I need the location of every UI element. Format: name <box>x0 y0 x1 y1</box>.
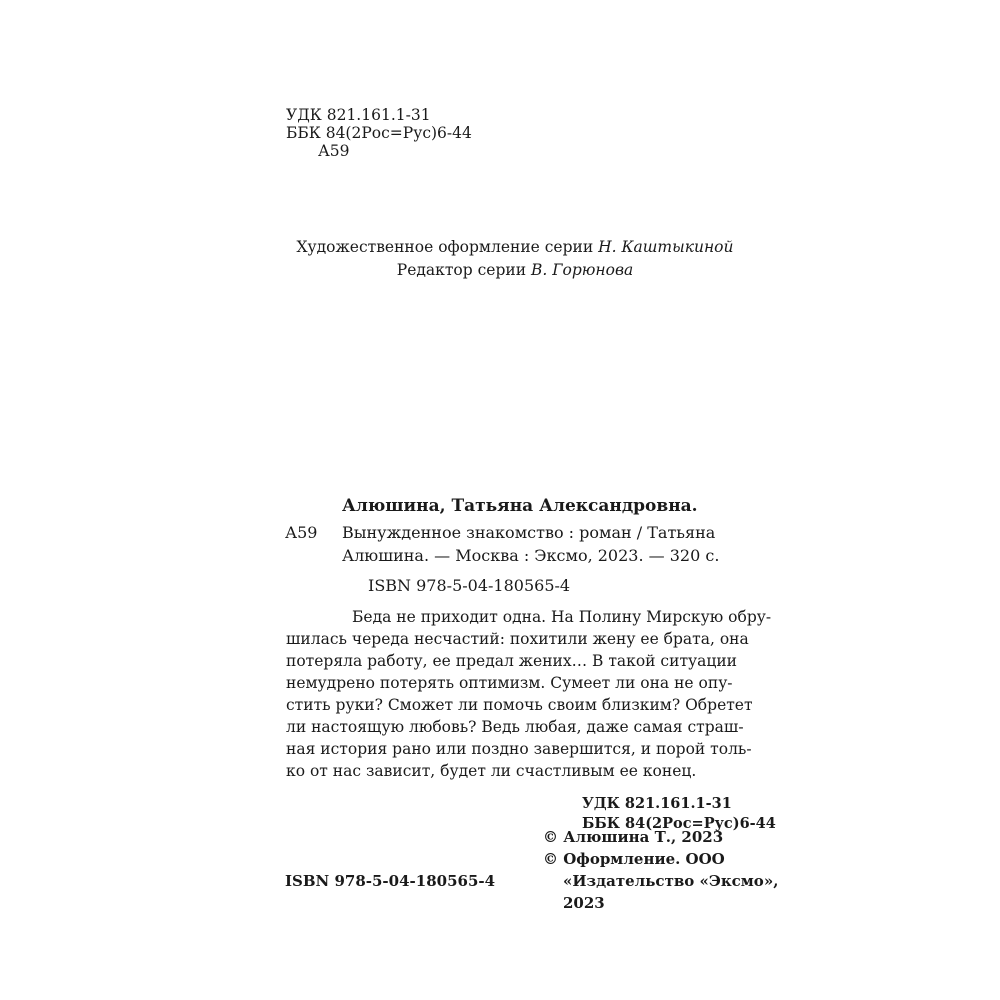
annotation-line: ная история рано или поздно завершится, и порой толь- <box>286 740 752 758</box>
annotation-line: потеряла работу, ее предал жених… В такой ситуации <box>286 652 738 670</box>
annotation-line: ли настоящую любовь? Ведь любая, даже самая страш- <box>286 718 744 736</box>
editor-credit-label: Редактор серии <box>396 261 527 279</box>
art-credit <box>285 236 745 258</box>
art-credit-label: Художественное оформление серии <box>296 238 594 256</box>
annotation <box>286 606 772 782</box>
catalog-author: Алюшина, Татьяна Александровна. <box>342 496 698 516</box>
top-udk: УДК 821.161.1-31 <box>286 106 431 124</box>
catalog-title-line2: Алюшина. — Москва : Эксмо, 2023. — 320 с. <box>342 546 720 565</box>
copyright-author: © Алюшина Т., 2023 <box>543 828 724 846</box>
footer-isbn: ISBN 978-5-04-180565-4 <box>285 872 496 890</box>
copyright-publisher: «Издательство «Эксмо», <box>563 872 779 890</box>
editor-credit-name: В. Горюнова <box>531 261 634 279</box>
bottom-udk: УДК 821.161.1-31 <box>582 795 732 812</box>
editor-credit <box>285 259 745 281</box>
annotation-line: шилась череда несчастий: похитили жену ее брата, она <box>286 630 749 648</box>
annotation-line: ко от нас зависит, будет ли счастливым ее конец. <box>286 762 697 780</box>
annotation-line: Беда не приходит одна. На Полину Мирскую обру- <box>352 608 772 626</box>
catalog-isbn: ISBN 978-5-04-180565-4 <box>368 576 571 595</box>
copyright-year: 2023 <box>563 894 605 912</box>
top-bbk: ББК 84(2Рос=Рус)6-44 <box>286 124 472 142</box>
bottom-bbk: ББК 84(2Рос=Рус)6-44 <box>582 815 776 832</box>
copyright-design: © Оформление. ООО <box>543 850 725 868</box>
annotation-line: немудрено потерять оптимизм. Сумеет ли она не опу- <box>286 674 733 692</box>
catalog-title-line1: Вынужденное знакомство : роман / Татьяна <box>342 523 716 542</box>
catalog-author-mark: А59 <box>285 523 318 542</box>
art-credit-name: Н. Каштыкиной <box>598 238 734 256</box>
top-author-mark: А59 <box>318 142 350 160</box>
annotation-line: стить руки? Сможет ли помочь своим близким? Обретет <box>286 696 753 714</box>
